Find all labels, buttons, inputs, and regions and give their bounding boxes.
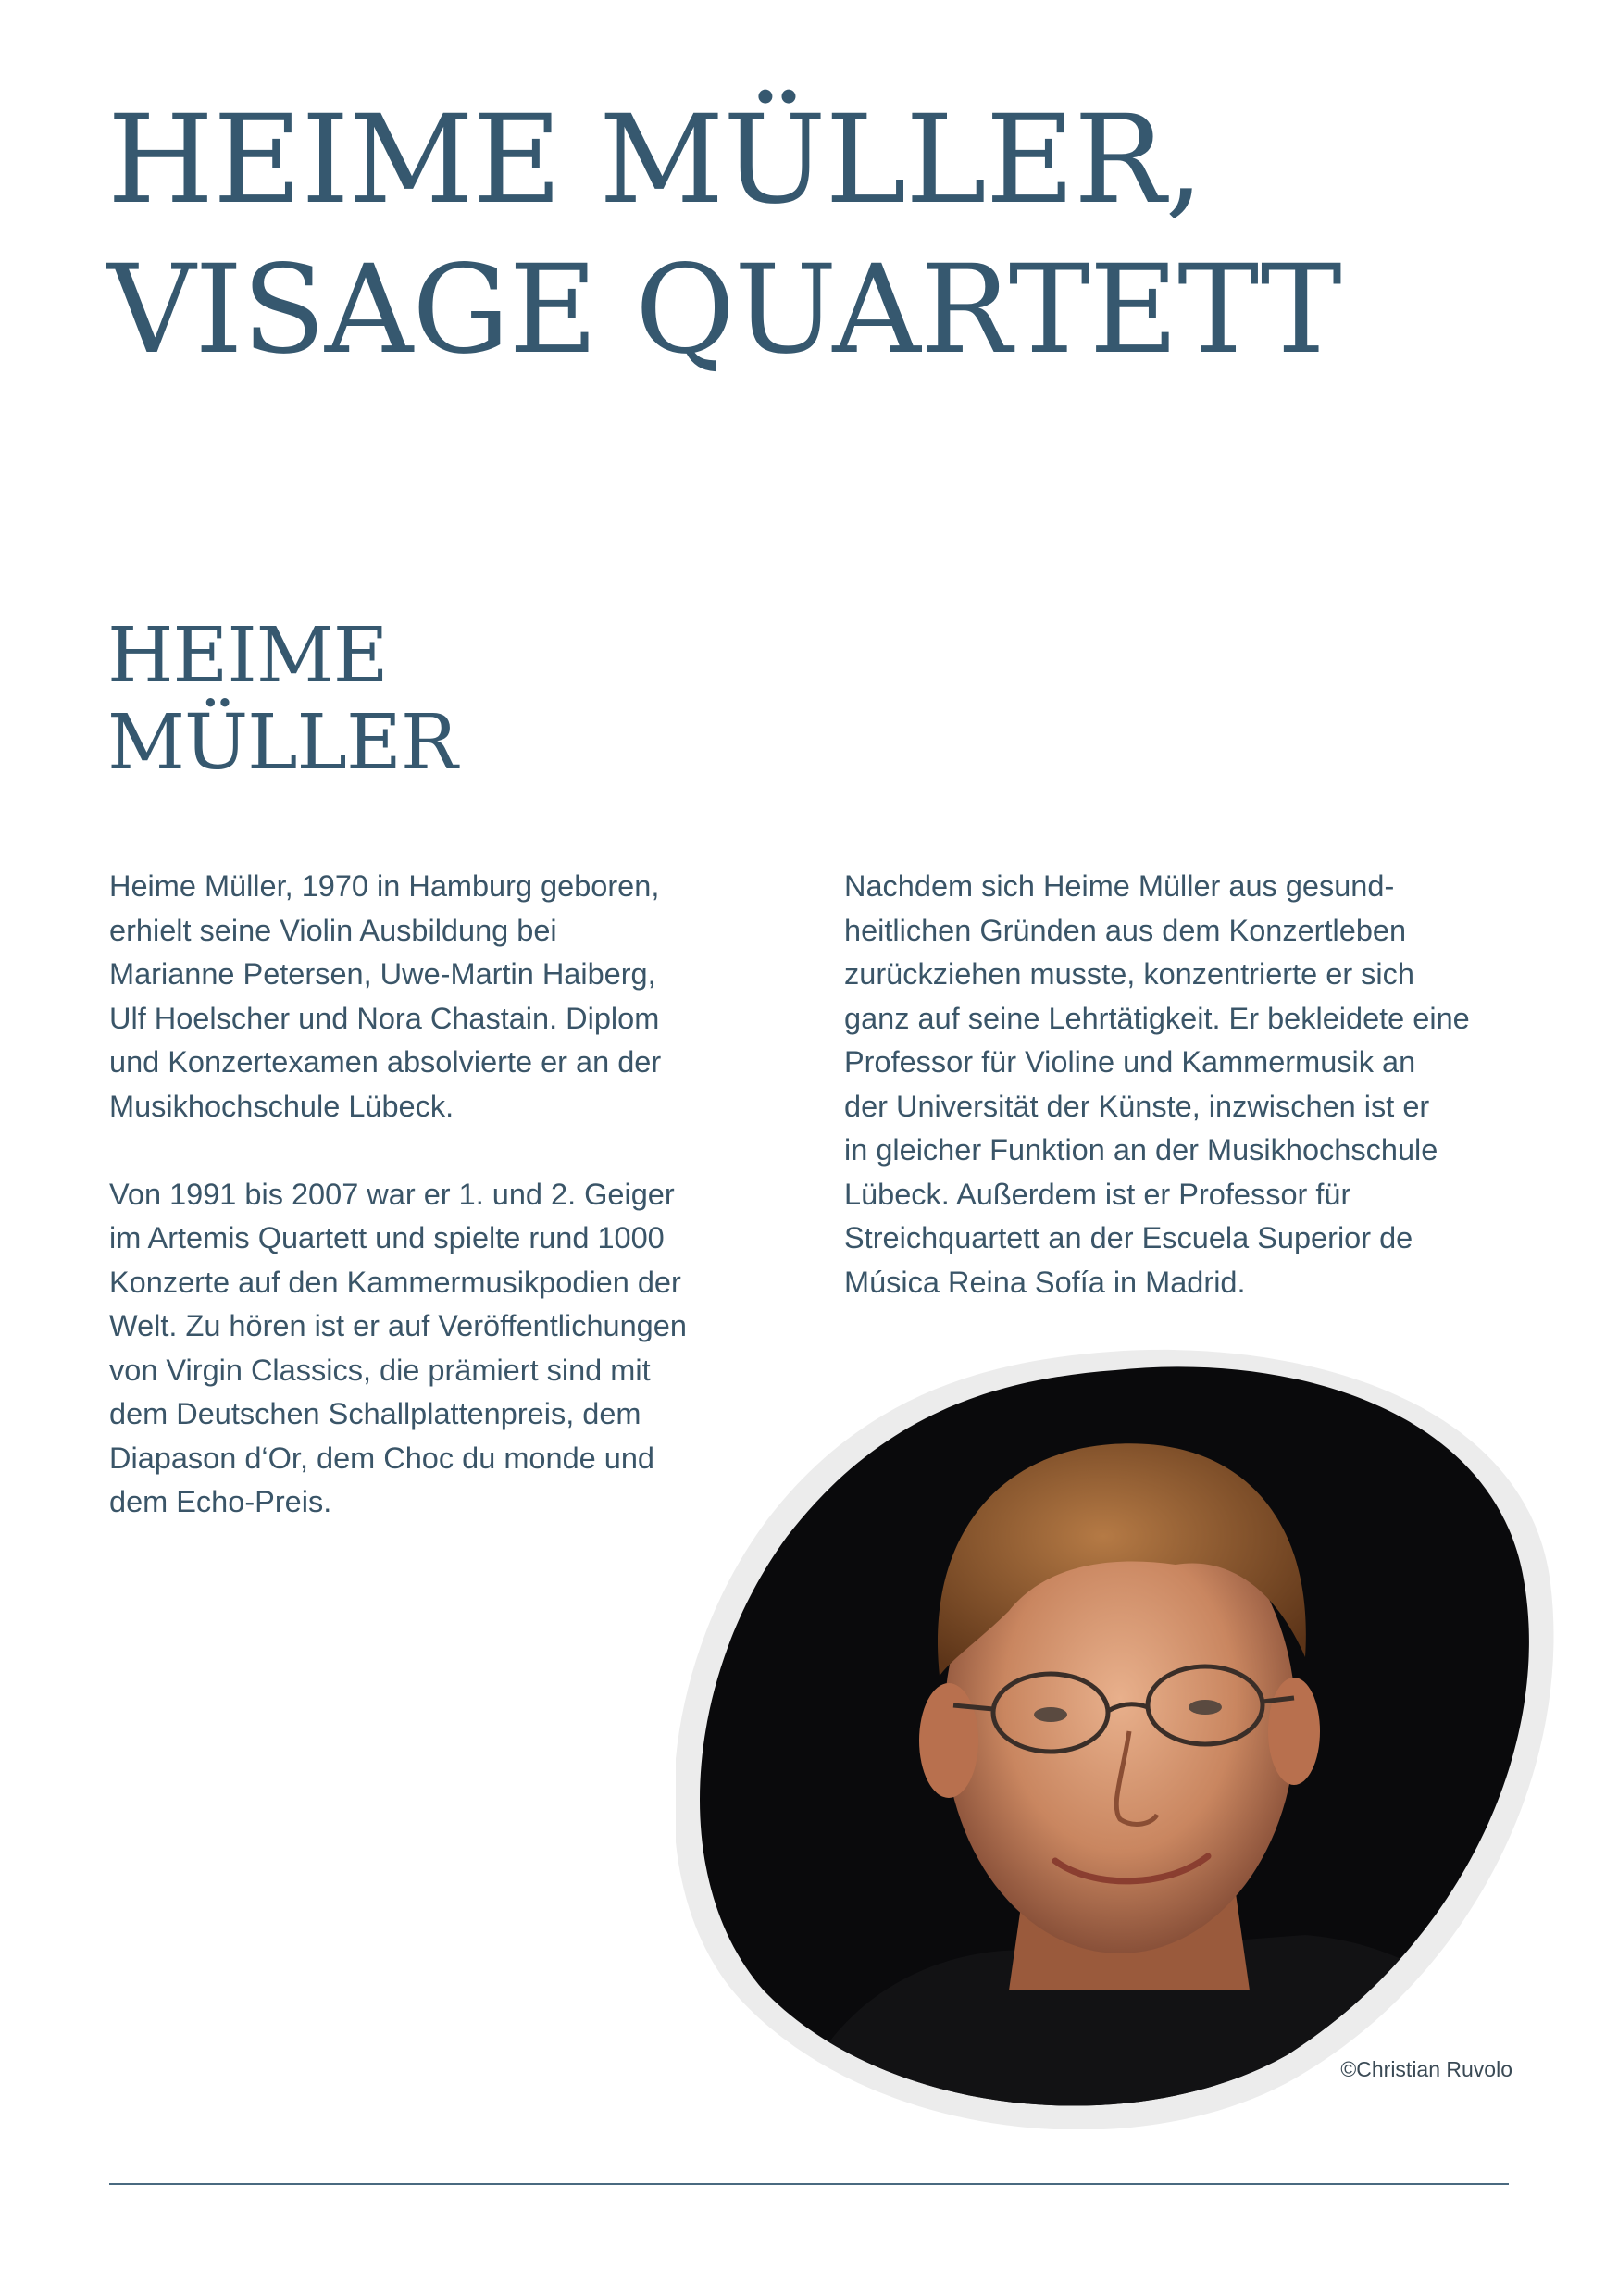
biography-paragraph-3 [844,865,1548,1304]
text-line: Lübeck. Außerdem ist er Professor für [844,1177,1351,1211]
biography-paragraph-1 [109,865,776,1129]
text-line: und Konzertexamen absolvierte er an der [109,1045,662,1079]
footer-divider [109,2183,1509,2185]
text-line: zurückziehen musste, konzentrierte er sich [844,957,1414,991]
section-title [107,613,457,787]
text-line: Heime Müller, 1970 in Hamburg geboren, [109,869,660,903]
text-line: Marianne Petersen, Uwe-Martin Haiberg, [109,957,656,991]
section-title-line-1: HEIME [107,612,388,700]
text-line: heitlichen Gründen aus dem Konzertleben [844,913,1407,947]
text-line: Música Reina Sofía in Madrid. [844,1265,1246,1299]
page-title-line-2: VISAGE QUARTETT [107,239,1341,381]
text-line: der Universität der Künste, inzwischen ist er [844,1089,1430,1123]
text-line: Konzerte auf den Kammermusikpodien der [109,1265,681,1299]
ear-left [919,1683,978,1798]
page-title-line-1: HEIME MÜLLER, [107,89,1203,231]
text-line: ganz auf seine Lehrtätigkeit. Er bekleidete eine [844,1001,1470,1035]
text-line: Diapason d‘Or, dem Choc du monde und [109,1441,654,1475]
text-line: erhielt seine Violin Ausbildung bei [109,913,557,947]
photo-credit: ©Christian Ruvolo [1340,2057,1512,2081]
text-line: Professor für Violine und Kammermusik an [844,1045,1416,1079]
section-title-line-2: MÜLLER [107,699,457,787]
ear-right [1268,1678,1320,1785]
text-line: im Artemis Quartett und spielte rund 1000 [109,1221,665,1254]
text-line: dem Echo-Preis. [109,1485,332,1518]
portrait-photo [676,1342,1555,2129]
right-text-column [844,865,1548,1304]
text-line: Musikhochschule Lübeck. [109,1089,454,1123]
text-line: Streichquartett an der Escuela Superior de [844,1221,1413,1254]
page-title [107,85,1341,385]
eye-left [1034,1707,1067,1722]
text-line: Welt. Zu hören ist er auf Veröffentlichungen [109,1309,687,1342]
text-line: Nachdem sich Heime Müller aus gesund- [844,869,1395,903]
text-line: in gleicher Funktion an der Musikhochschule [844,1133,1438,1167]
text-line: dem Deutschen Schallplattenpreis, dem [109,1397,641,1430]
text-line: Ulf Hoelscher und Nora Chastain. Diplom [109,1001,660,1035]
eye-right [1189,1700,1222,1715]
text-line: Von 1991 bis 2007 war er 1. und 2. Geiger [109,1177,675,1211]
text-line: von Virgin Classics, die prämiert sind mit [109,1353,651,1387]
